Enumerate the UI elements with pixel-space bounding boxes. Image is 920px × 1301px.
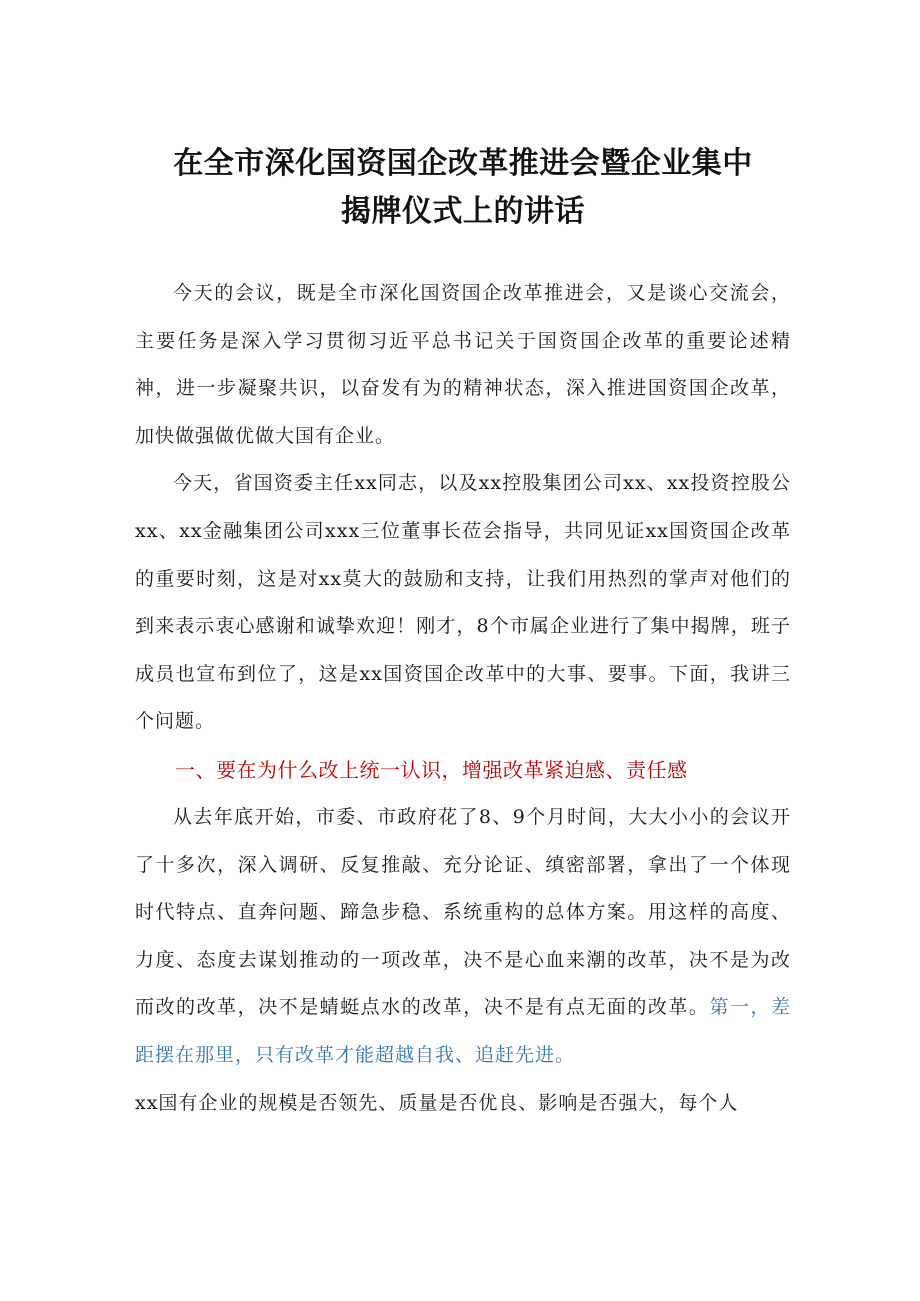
section-heading-1: 一、要在为什么改上统一认识，增强改革紧迫感、责任感 xyxy=(175,757,688,782)
title-line-2: 揭牌仪式上的讲话 xyxy=(341,194,585,229)
paragraph-3-highlight: 第一，差距摆在那里，只有改革才能超越自我、追赶先进。 xyxy=(135,996,791,1066)
page-title xyxy=(135,140,791,236)
paragraph-3 xyxy=(135,794,791,1080)
paragraph-4: xx国有企业的规模是否领先、质量是否优良、影响是否强大，每个人 xyxy=(135,1091,739,1114)
document-body xyxy=(135,270,791,1127)
paragraph-1: 今天的会议，既是全市深化国资国企改革推进会，又是谈心交流会，主要任务是深入学习贯彻习近平总书记关于国资国企改革的重要论述精神，进一步凝聚共识，以奋发有为的精神状态，深入推进国资国企改革，加快做强做优做大国有企业。 xyxy=(135,282,791,447)
paragraph-3-text: 从去年底开始，市委、市政府花了8、9个月时间，大大小小的会议开了十多次，深入调研、反复推敲、充分论证、缜密部署，拿出了一个体现时代特点、直奔问题、蹄急步稳、系统重构的总体方案。用这样的高度、力度、态度去谋划推动的一项改革，决不是心血来潮的改革，决不是为改而改的改革，决不是蜻蜓点水的改革，决不是有点无面的改革。 xyxy=(135,805,791,1019)
title-line-1: 在全市深化国资国企改革推进会暨企业集中 xyxy=(173,146,753,181)
document-page xyxy=(135,140,791,1127)
paragraph-2: 今天，省国资委主任xx同志，以及xx控股集团公司xx、xx投资控股公xx、xx金融集团公司xxx三位董事长莅会指导，共同见证xx国资国企改革的重要时刻，这是对xx莫大的鼓励和支持，让我们用热烈的掌声对他们的到来表示衷心感谢和诚挚欢迎！刚才，8个市属企业进行了集中揭牌，班子成员也宣布到位了，这是xx国资国企改革中的大事、要事。下面，我讲三个问题。 xyxy=(135,472,791,733)
